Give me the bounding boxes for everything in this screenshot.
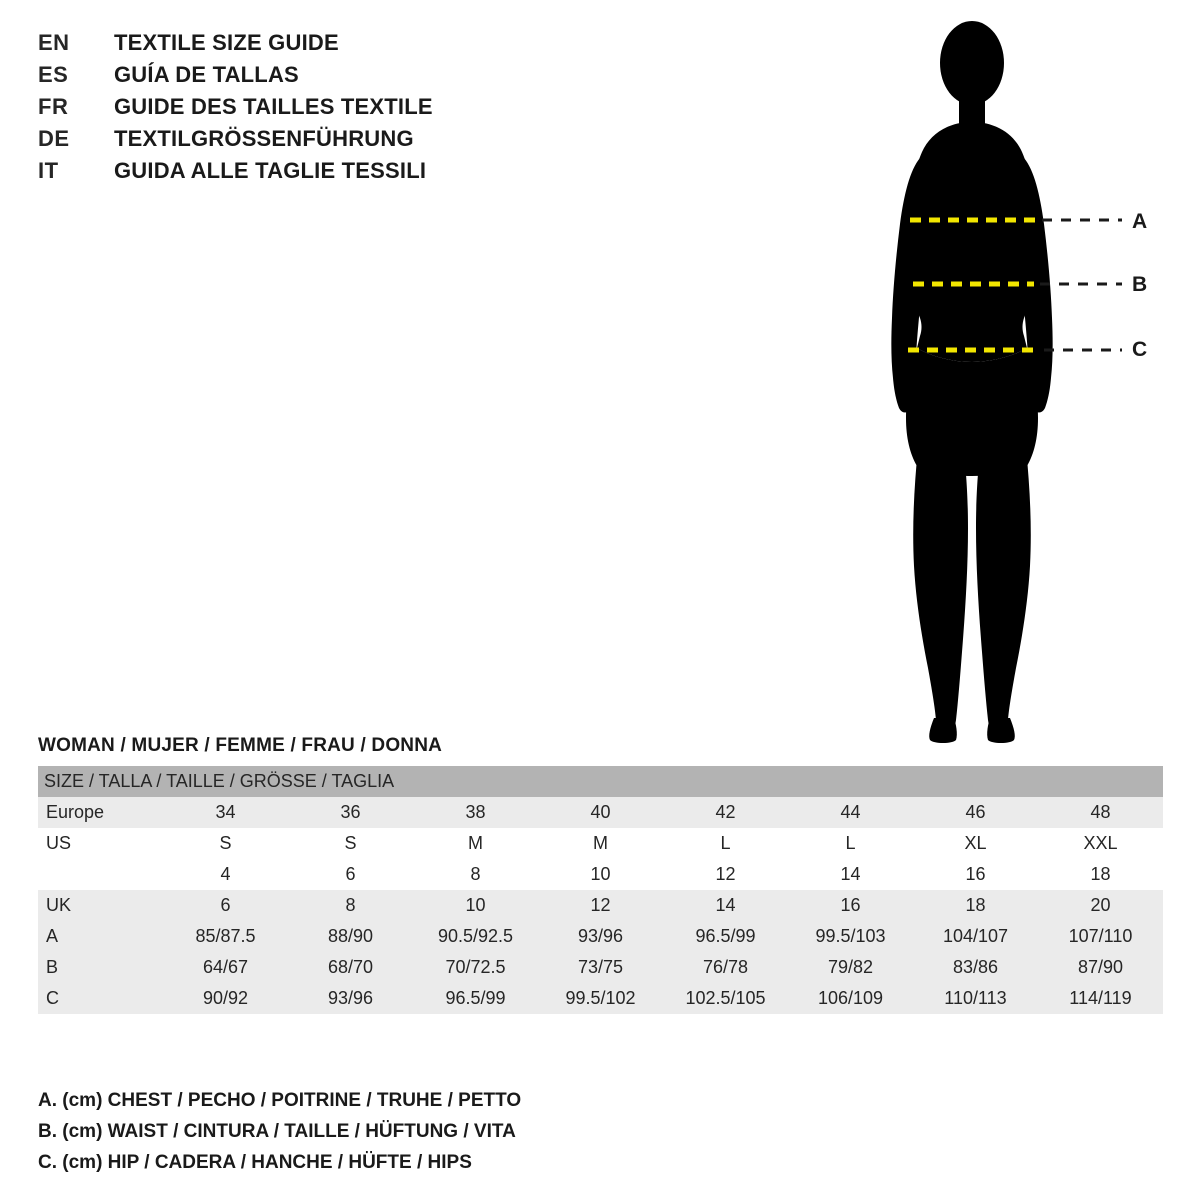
language-title: TEXTILGRÖSSENFÜHRUNG	[114, 126, 414, 151]
table-cell: M	[538, 828, 663, 859]
table-cell: 8	[413, 859, 538, 890]
language-row-fr	[38, 94, 558, 126]
table-cell: 106/109	[788, 983, 913, 1014]
table-cell: 73/75	[538, 952, 663, 983]
table-cell: 46	[913, 797, 1038, 828]
table-row	[38, 890, 1163, 921]
language-title: GUÍA DE TALLAS	[114, 62, 299, 87]
row-label: US	[38, 828, 163, 859]
table-cell: 83/86	[913, 952, 1038, 983]
table-cell: 70/72.5	[413, 952, 538, 983]
table-cell: 93/96	[288, 983, 413, 1014]
language-code: EN	[38, 30, 70, 55]
legend-waist: B. (cm) WAIST / CINTURA / TAILLE / HÜFTUNG / VITA	[38, 1121, 516, 1142]
table-cell: 16	[788, 890, 913, 921]
silhouette-svg	[860, 18, 1180, 758]
size-table-section	[38, 735, 1163, 1014]
table-cell: 6	[163, 890, 288, 921]
table-cell: 12	[663, 859, 788, 890]
language-code: ES	[38, 62, 69, 87]
legend-hip: C. (cm) HIP / CADERA / HANCHE / HÜFTE / HIPS	[38, 1152, 472, 1173]
table-cell: 107/110	[1038, 921, 1163, 952]
female-silhouette-figure	[860, 18, 1180, 758]
table-cell: 104/107	[913, 921, 1038, 952]
row-label: B	[38, 952, 163, 983]
table-cell: 44	[788, 797, 913, 828]
language-title: TEXTILE SIZE GUIDE	[114, 30, 339, 55]
table-row	[38, 921, 1163, 952]
table-cell: L	[663, 828, 788, 859]
table-cell: 102.5/105	[663, 983, 788, 1014]
row-label: C	[38, 983, 163, 1014]
table-cell: 99.5/103	[788, 921, 913, 952]
table-cell: 85/87.5	[163, 921, 288, 952]
table-cell: XXL	[1038, 828, 1163, 859]
table-cell: 48	[1038, 797, 1163, 828]
table-row	[38, 828, 1163, 859]
table-cell: 93/96	[538, 921, 663, 952]
table-cell: 18	[1038, 859, 1163, 890]
table-cell: 36	[288, 797, 413, 828]
language-header-block	[38, 30, 558, 190]
language-row-en	[38, 30, 558, 62]
table-cell: 114/119	[1038, 983, 1163, 1014]
table-cell: 14	[788, 859, 913, 890]
table-cell: 16	[913, 859, 1038, 890]
table-cell: 34	[163, 797, 288, 828]
table-cell: 10	[413, 890, 538, 921]
table-cell: XL	[913, 828, 1038, 859]
table-cell: 8	[288, 890, 413, 921]
group-title: WOMAN / MUJER / FEMME / FRAU / DONNA	[38, 735, 443, 756]
table-cell: L	[788, 828, 913, 859]
table-cell: 18	[913, 890, 1038, 921]
table-cell: 20	[1038, 890, 1163, 921]
measure-label-b: B	[1132, 273, 1148, 296]
table-cell: 6	[288, 859, 413, 890]
table-cell: M	[413, 828, 538, 859]
table-row	[38, 859, 1163, 890]
table-cell: 90/92	[163, 983, 288, 1014]
table-cell: 96.5/99	[413, 983, 538, 1014]
table-cell: 99.5/102	[538, 983, 663, 1014]
table-cell: 12	[538, 890, 663, 921]
table-row	[38, 797, 1163, 828]
table-cell: S	[288, 828, 413, 859]
table-cell: 90.5/92.5	[413, 921, 538, 952]
table-header-label: SIZE / TALLA / TAILLE / GRÖSSE / TAGLIA	[38, 766, 1163, 797]
table-header-row	[38, 766, 1163, 797]
table-row	[38, 952, 1163, 983]
legend-chest: A. (cm) CHEST / PECHO / POITRINE / TRUHE / PETTO	[38, 1090, 522, 1111]
language-row-it	[38, 158, 558, 190]
table-cell: 40	[538, 797, 663, 828]
table-cell: 4	[163, 859, 288, 890]
table-cell: 68/70	[288, 952, 413, 983]
silhouette-body	[891, 21, 1052, 743]
table-row	[38, 983, 1163, 1014]
measure-label-a: A	[1132, 210, 1148, 233]
language-code: DE	[38, 126, 70, 151]
table-cell: 64/67	[163, 952, 288, 983]
table-cell: 14	[663, 890, 788, 921]
table-cell: 42	[663, 797, 788, 828]
table-cell: 38	[413, 797, 538, 828]
row-label	[38, 859, 163, 890]
table-cell: 110/113	[913, 983, 1038, 1014]
table-cell: 87/90	[1038, 952, 1163, 983]
size-table	[38, 766, 1163, 1014]
table-cell: 76/78	[663, 952, 788, 983]
language-row-es	[38, 62, 558, 94]
table-cell: 96.5/99	[663, 921, 788, 952]
row-label: A	[38, 921, 163, 952]
table-cell: S	[163, 828, 288, 859]
language-title: GUIDE DES TAILLES TEXTILE	[114, 94, 433, 119]
row-label: Europe	[38, 797, 163, 828]
measure-label-c: C	[1132, 338, 1148, 361]
language-code: IT	[38, 158, 59, 183]
language-title: GUIDA ALLE TAGLIE TESSILI	[114, 158, 427, 183]
table-cell: 88/90	[288, 921, 413, 952]
measurement-legend	[38, 1085, 838, 1178]
row-label: UK	[38, 890, 163, 921]
language-code: FR	[38, 94, 69, 119]
language-row-de	[38, 126, 558, 158]
table-cell: 79/82	[788, 952, 913, 983]
table-cell: 10	[538, 859, 663, 890]
